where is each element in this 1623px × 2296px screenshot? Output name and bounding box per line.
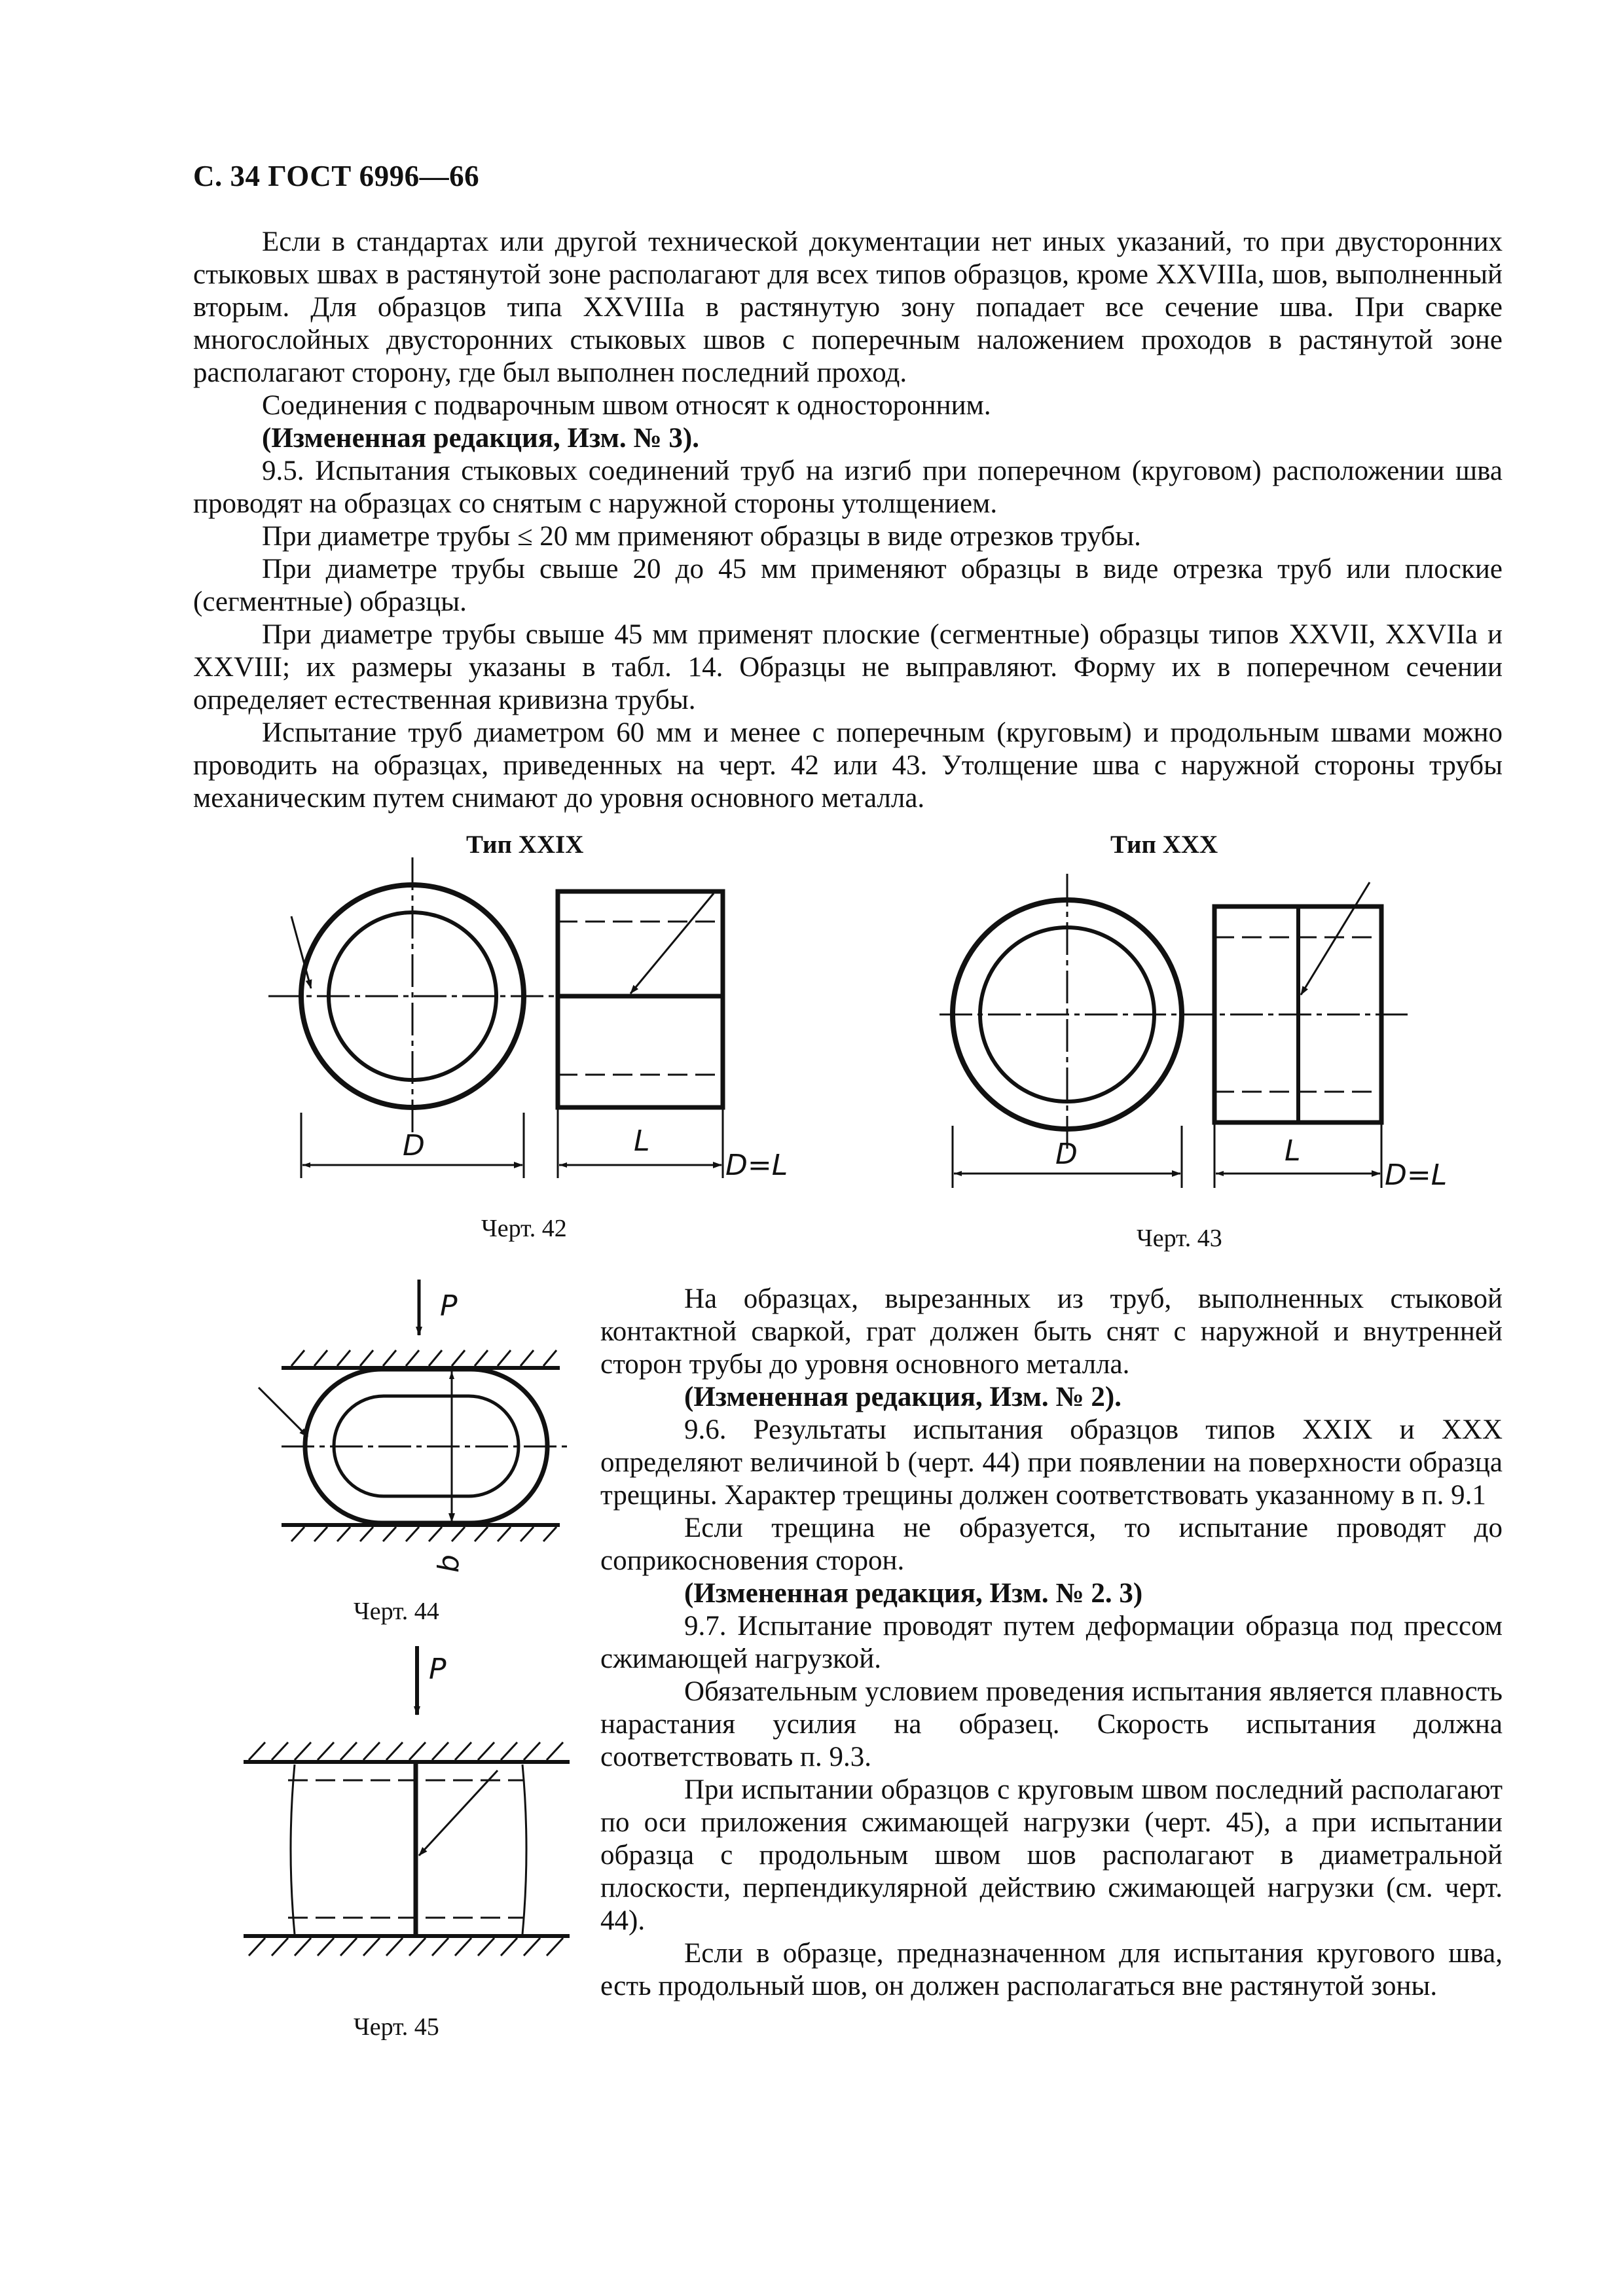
page-header: С. 34 ГОСТ 6996—66 xyxy=(193,160,480,192)
fig44-dim-b: b xyxy=(432,1554,465,1573)
fig45-drawing xyxy=(244,1646,570,1956)
fig44-bottom-hatch xyxy=(291,1527,556,1541)
paragraph: 9.6. Результаты испытания образцов типов XXIX и XXX определяют величиной b (черт. 44) при появлении на поверхности образца трещины. Характер трещины должен соответствовать указанному в п. 9.1 xyxy=(600,1414,1503,1511)
fig42-type-label: Тип XXIX xyxy=(466,831,584,859)
fig42-dim-eq: D=L xyxy=(725,1149,788,1182)
amendment-note: (Измененная редакция, Изм. № 3). xyxy=(262,423,699,454)
paragraph: 9.7. Испытание проводят путем деформации образца под прессом сжимающей нагрузкой. xyxy=(600,1611,1503,1674)
paragraph: Если трещина не образуется, то испытание проводят до соприкосновения сторон. xyxy=(600,1513,1503,1576)
amendment-note: (Измененная редакция, Изм. № 2. 3) xyxy=(684,1578,1143,1609)
fig43-drawing xyxy=(939,874,1447,1192)
fig43-dim-eq: D=L xyxy=(1385,1158,1448,1192)
fig43-caption: Черт. 43 xyxy=(1137,1225,1222,1252)
fig42-caption: Черт. 42 xyxy=(481,1215,567,1242)
paragraph: Если в стандартах или другой технической документации нет иных указаний, то при двусторонних стыковых швах в растянутой зоне располагают для всех типов образцов, кроме XXVIIIа, шов, выполненный вторым. Для образцов типа XXVIIIа в растянутую зону попадает все сечение шва. При сварке многослойных двусторонних стыковых швов с поперечным наложением проходов в растянутой зоне располагают сторону, где был выполнен последний проход. xyxy=(193,226,1503,388)
paragraph: На образцах, вырезанных из труб, выполненных стыковой контактной сваркой, грат должен быть снят с наружной и внутренней сторон трубы до уровня основного металла. xyxy=(600,1283,1503,1380)
paragraph: Соединения с подварочным швом относят к односторонним. xyxy=(262,390,991,421)
fig43-dim-d: D xyxy=(1055,1138,1078,1171)
paragraph: При испытании образцов с круговым швом последний располагают по оси приложения сжимающей нагрузки (черт. 45), а при испытании образца с продольным швом шов располагают в диаметральной плоскости, перпендикулярной действию сжимающей нагрузки (см. черт. 44). xyxy=(600,1774,1503,1936)
fig42-dim-l: L xyxy=(634,1124,650,1158)
fig45-force-label: P xyxy=(429,1653,447,1686)
paragraph: Если в образце, предназначенном для испытания кругового шва, есть продольный шов, он должен располагаться вне растянутой зоны. xyxy=(600,1938,1503,2001)
paragraph: При диаметре трубы свыше 45 мм применят плоские (сегментные) образцы типов XXVII, XXVIIа и XXVIII; их размеры указаны в табл. 14. Образцы не выправляют. Форму их в поперечном сечении определяет естественная кривизна трубы. xyxy=(193,619,1503,715)
fig44-caption: Черт. 44 xyxy=(354,1598,439,1625)
right-column-text xyxy=(600,1283,1503,2003)
fig43-dim-l: L xyxy=(1285,1134,1301,1168)
fig42-dim-d: D xyxy=(403,1129,425,1162)
fig45-top-hatch xyxy=(249,1742,563,1760)
fig42-drawing xyxy=(268,857,788,1182)
fig44-top-hatch xyxy=(291,1350,556,1366)
amendment-note: (Измененная редакция, Изм. № 2). xyxy=(684,1382,1122,1412)
paragraph: 9.5. Испытания стыковых соединений труб на изгиб при поперечном (круговом) расположении шва проводят на образцах со снятым с наружной стороны утолщением. xyxy=(193,456,1503,519)
paragraph: При диаметре трубы ≤ 20 мм применяют образцы в виде отрезков трубы. xyxy=(262,521,1141,552)
paragraph: При диаметре трубы свыше 20 до 45 мм применяют образцы в виде отрезка труб или плоские (сегментные) образцы. xyxy=(193,554,1503,617)
fig43-type-label: Тип XXX xyxy=(1110,831,1218,859)
paragraph: Испытание труб диаметром 60 мм и менее с поперечным (круговым) и продольным швами можно проводить на образцах, приведенных на черт. 42 или 43. Утолщение шва с наружной стороны трубы механическим путем снимают до уровня основного металла. xyxy=(193,717,1503,814)
fig44-force-label: P xyxy=(440,1289,458,1323)
fig45-bottom-hatch xyxy=(249,1938,563,1956)
fig45-caption: Черт. 45 xyxy=(354,2013,439,2041)
paragraph: Обязательным условием проведения испытания является плавность нарастания усилия на образец. Скорость испытания должна соответствовать п. 9.3. xyxy=(600,1676,1503,1772)
fig44-drawing xyxy=(259,1280,570,1573)
